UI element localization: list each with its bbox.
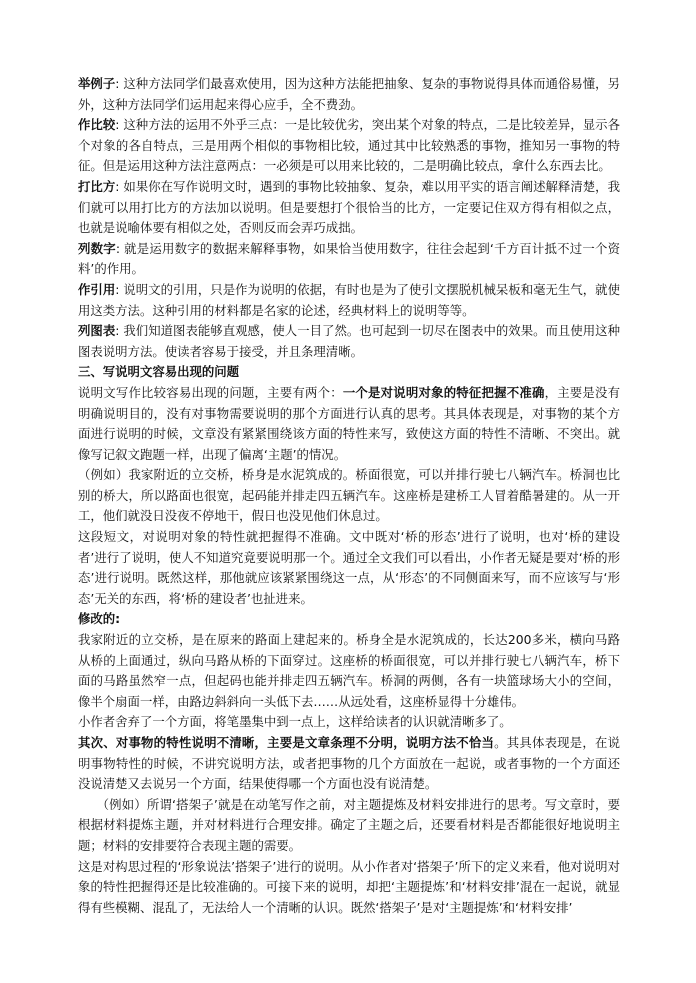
method-term: 作引用 <box>78 281 116 297</box>
example-text: （例如）所谓‘搭架子’就是在动笔写作之前，对主题提炼及材料安排进行的思考。写文章时，要根据材料提炼主题，并对材料进行合理安排。确定了主题之后，还要看材料是否都能很好地说明主题；材料的安排要符合表现主题的需要。 <box>78 796 620 853</box>
method-numbers-paragraph <box>78 239 620 280</box>
method-text: : 这种方法同学们最喜欢使用，因为这种方法能把抽象、复杂的事物说得具体而通俗易懂，另外，这种方法同学们运用起来得心应手，全不费劲。 <box>78 76 620 112</box>
problem-text: 。其具体表现是，在说明事物特性的时候，不讲究说明方法，或者把事物的几个方面放在一起说，或者事物的一个方面还没说清楚又去说另一个方面，结果使得哪一个方面也没有说清楚。 <box>78 735 621 792</box>
method-term: 打比方 <box>78 178 116 194</box>
method-analogy-paragraph <box>78 177 620 239</box>
method-term: 举例子 <box>78 76 116 91</box>
method-term: 列图表 <box>78 323 116 339</box>
summary-text: 小作者舍弃了一个方面，将笔墨集中到一点上，这样给读者的认识就清晰多了。 <box>78 714 512 730</box>
example-bridge-paragraph <box>78 465 620 527</box>
method-text: : 说明文的引用，只是作为说明的依据，有时也是为了使引文摆脱机械呆板和毫无生气，就使用这类方法。这种引用的材料都是名家的论述，经典材料上的说明等等。 <box>78 281 620 318</box>
method-text: : 就是运用数字的数据来解释事物，如果恰当使用数字，往往会起到‘千方百计抵不过一个资料’的作用。 <box>78 240 620 277</box>
problem-two-paragraph <box>78 733 620 795</box>
example-framework-paragraph <box>78 795 620 857</box>
method-example-paragraph <box>78 74 620 115</box>
method-term: 列数字 <box>78 240 116 256</box>
analysis-paragraph <box>78 527 620 609</box>
section-heading: 三、写说明文容易出现的问题 <box>78 364 240 380</box>
framework-analysis-paragraph <box>78 857 620 919</box>
method-comparison-paragraph <box>78 115 620 177</box>
problem-term: 一个是对说明对象的特征把握不准确 <box>342 384 545 400</box>
problem-lead: 说明文写作比较容易出现的问题，主要有两个： <box>78 384 343 400</box>
method-term: 作比较 <box>78 117 116 133</box>
example-text: （例如）我家附近的立交桥，桥身是水泥筑成的。桥面很宽，可以并排行驶七八辆汽车。桥洞也比别的桥大，所以路面也很宽，起码能并排走四五辆汽车。这座桥是建桥工人冒着酷暑建的。从一开工，他们就没日没夜不停地干，假日也没见他们休息过。 <box>78 467 620 524</box>
method-text: : 如果你在写作说明文时，遇到的事物比较抽象、复杂，难以用平实的语言阐述解释清楚，我们就可以用打比方的方法加以说明。但是要想打个很恰当的比方，一定要记住双方得有相似之点，也就是说喻体要有相似之处，否则反而会弄巧成拙。 <box>78 178 620 236</box>
revised-heading: 修改的: <box>78 611 121 627</box>
problem-term: 其次、对事物的特性说明不清晰，主要是文章条理不分明，说明方法不恰当 <box>78 735 495 750</box>
method-text: : 这种方法的运用不外乎三点：一是比较优劣，突出某个对象的特点，二是比较差异，显示各个对象的各自特点，三是用两个相似的事物相比较，通过其中比较熟悉的事物，推知另一事物的特征。但是运用这种方法注意两点：一必须是可以用来比较的，二是明确比较点，拿什么东西去比。 <box>78 117 620 174</box>
analysis-text: 这是对构思过程的‘形象说法’搭架子’进行的说明。从小作者对‘搭架子’所下的定义来看，他对说明对象的特性把握得还是比较准确的。可接下来的说明，却把‘主题提炼’和‘材料安排’混在一起说，就显得有些模糊、混乱了，无法给人一个清晰的认识。既然‘搭架子’是对‘主题提炼’和‘材料安排’ <box>78 858 620 915</box>
summary-paragraph <box>78 712 620 733</box>
document-page <box>78 74 620 918</box>
method-quotation-paragraph <box>78 280 620 321</box>
problem-text: ，主要是没有明确说明目的，没有对事物需要说明的那个方面进行认真的思考。其具体表现是，对事物的某个方面进行说明的时候，文章没有紧紧围绕该方面的特性来写，致使这方面的特性不清晰、不突出。就像写记叙文跑题一样，出现了偏离‘主题’的情况。 <box>78 384 621 462</box>
revised-text: 我家附近的立交桥，是在原来的路面上建起来的。桥身全是水泥筑成的，长达200多米，横向马路从桥的上面通过，纵向马路从桥的下面穿过。这座桥的桥面很宽，可以并排行驶七八辆汽车，桥下面的马路虽然窄一点，但起码也能并排走四五辆汽车。桥洞的两侧，各有一块篮球场大小的空间，像半个扇面一样，由路边斜斜向一头低下去……从远处看，这座桥显得十分雄伟。 <box>78 632 620 709</box>
revised-bridge-paragraph <box>78 630 620 712</box>
problem-one-paragraph <box>78 383 620 465</box>
method-text: : 我们知道图表能够直观感，使人一目了然。也可起到一切尽在图表中的效果。而且使用这种图表说明方法。使读者容易于接受，并且条理清晰。 <box>78 323 620 359</box>
analysis-text: 这段短文，对说明对象的特性就把握得不准确。文中既对‘桥的形态’进行了说明，也对‘桥的建设者’进行了说明，使人不知道究竟要说明那一个。通过全文我们可以看出，小作者无疑是要对‘桥的形态’进行说明。既然这样，那他就应该紧紧围绕这一点，从‘形态’的不同侧面来写，而不应该写与‘形态’无关的东西，将‘桥的建设者’也扯进来。 <box>78 529 620 606</box>
method-chart-paragraph <box>78 321 620 362</box>
